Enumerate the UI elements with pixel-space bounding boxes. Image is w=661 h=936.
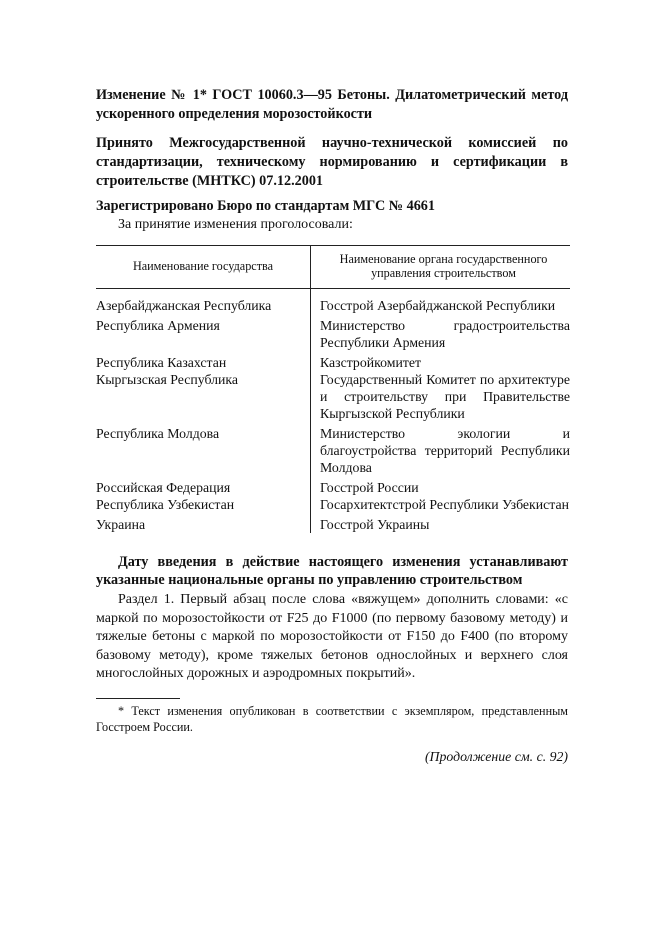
body-cell: Министерство экологии и благоустройства территорий Республики Молдова bbox=[311, 422, 571, 476]
table-row bbox=[96, 314, 570, 351]
state-cell: Республика Казахстан bbox=[96, 355, 227, 370]
table-row bbox=[96, 371, 570, 422]
effective-date-paragraph: Дату введения в действие настоящего изменения устанавливают указанные национальные органы по управлению строительством bbox=[96, 554, 568, 588]
voting-table bbox=[96, 245, 570, 533]
table-row bbox=[96, 351, 570, 371]
table-row bbox=[96, 422, 570, 476]
state-cell: Республика Армения bbox=[96, 318, 220, 333]
body-cell: Госархитектстрой Республики Узбекистан bbox=[311, 496, 571, 513]
table-header-row bbox=[96, 246, 570, 289]
state-cell: Республика Узбекистан bbox=[96, 497, 235, 512]
table-row bbox=[96, 513, 570, 533]
continued-note: (Продолжение см. с. 92) bbox=[424, 748, 568, 764]
footnote: * Текст изменения опубликован в соответствии с экземпляром, представленным Госстроем России. bbox=[96, 703, 568, 734]
body-cell: Госстрой России bbox=[311, 476, 571, 496]
section-1-paragraph: Раздел 1. Первый абзац после слова «вяжущем» дополнить словами: «с маркой по морозостойкости от F25 до F1000 (по первому базовому методу) и тяжелые бетоны с маркой по морозостойкости от F150 до F400 (по второму базовому методу), кроме тяжелых бетонов однослойных и верхнего слоя многослойных дорожных и аэродромных покрытий». bbox=[96, 592, 568, 681]
body-cell: Госстрой Украины bbox=[311, 513, 571, 533]
table-row bbox=[96, 496, 570, 513]
footnote-divider bbox=[96, 698, 180, 699]
state-cell: Азербайджанская Республика bbox=[96, 298, 272, 313]
table-row bbox=[96, 476, 570, 496]
column-header-body: Наименование органа государственного управления строительством bbox=[311, 246, 571, 289]
adoption-statement: Принято Межгосударственной научно-технической комиссией по стандартизации, техническому нормированию и сертификации в строительстве (МНТКС) 07.12.2001 bbox=[96, 135, 568, 189]
table-row bbox=[96, 289, 570, 315]
state-cell: Кыргызская Республика bbox=[96, 372, 239, 387]
column-header-state: Наименование государства bbox=[96, 246, 311, 289]
state-cell: Украина bbox=[96, 517, 146, 532]
body-cell: Министерство градостроительства Республики Армения bbox=[311, 314, 571, 351]
document-page bbox=[96, 86, 568, 765]
body-cell: Государственный Комитет по архитектуре и строительству при Правительстве Кыргызской Республики bbox=[311, 371, 571, 422]
document-title: Изменение № 1* ГОСТ 10060.3—95 Бетоны. Дилатометрический метод ускоренного определения морозостойкости bbox=[96, 87, 568, 122]
voted-intro: За принятие изменения проголосовали: bbox=[118, 217, 353, 232]
registration-statement: Зарегистрировано Бюро по стандартам МГС № 4661 bbox=[96, 198, 435, 214]
state-cell: Российская Федерация bbox=[96, 480, 231, 495]
body-cell: Госстрой Азербайджанской Республики bbox=[311, 289, 571, 315]
state-cell: Республика Молдова bbox=[96, 426, 220, 441]
body-cell: Казстройкомитет bbox=[311, 351, 571, 371]
